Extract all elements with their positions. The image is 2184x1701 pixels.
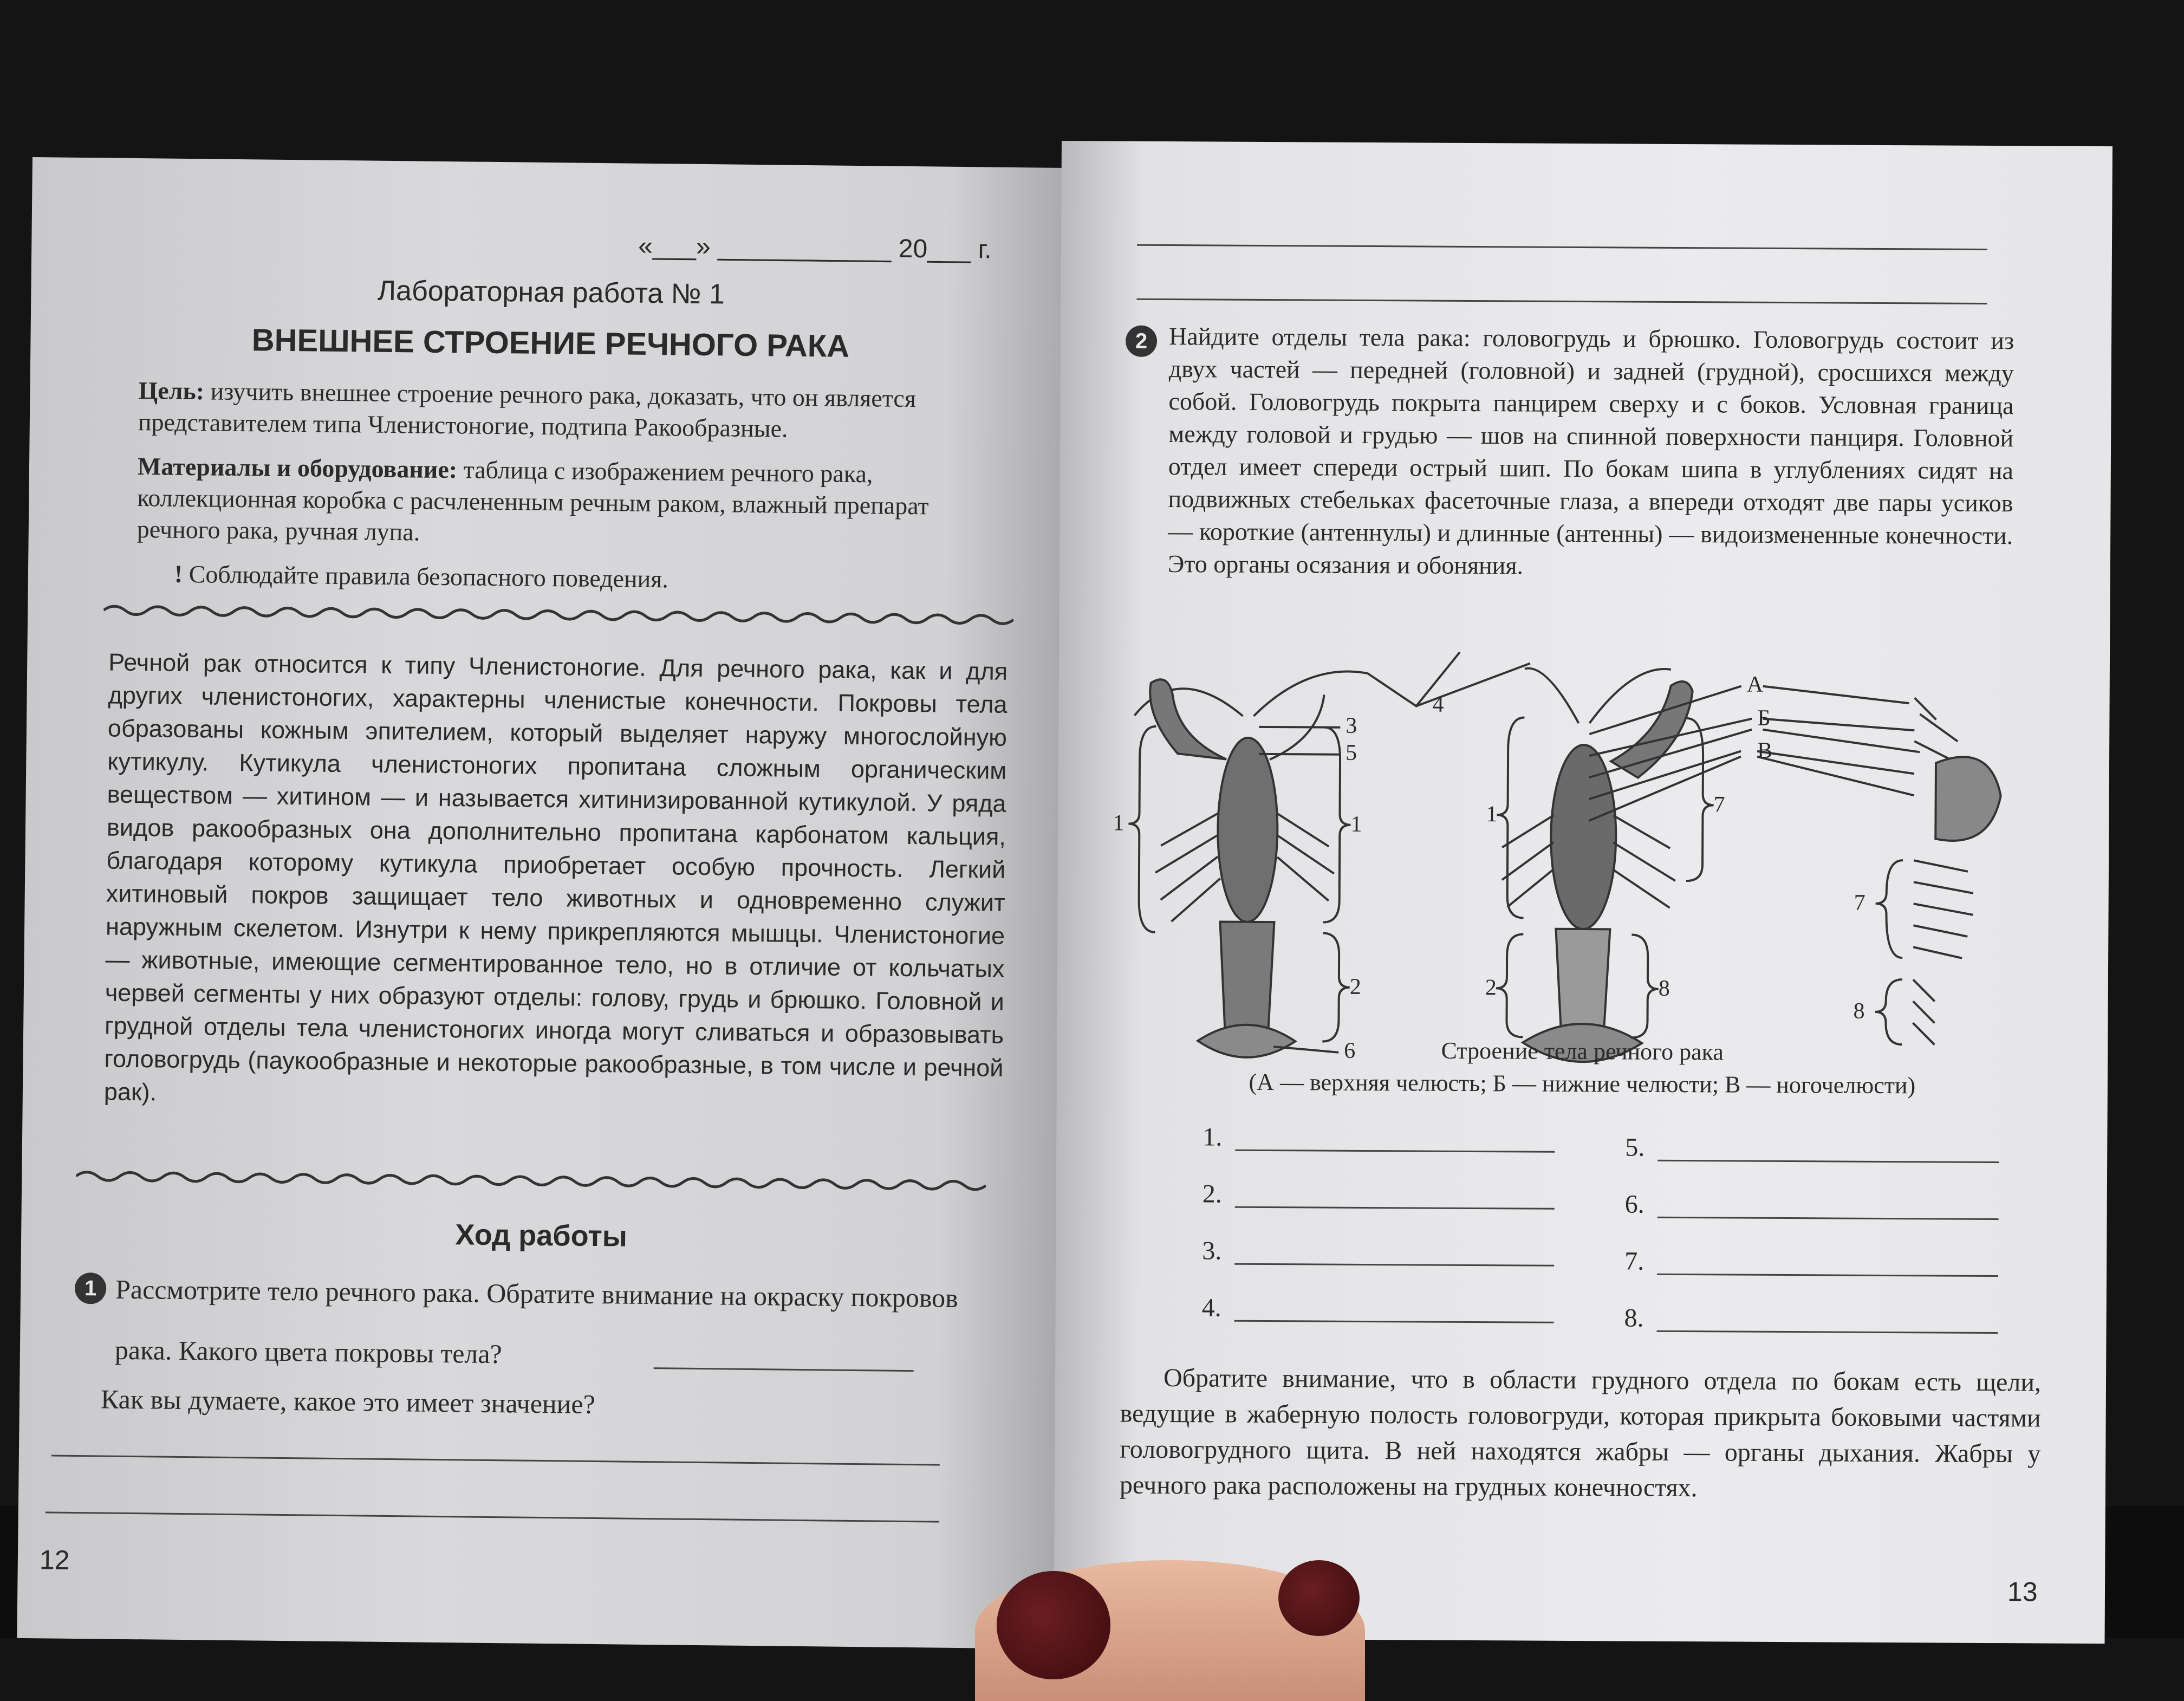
materials-label: Материалы и оборудование:: [137, 452, 458, 484]
answer-line-2[interactable]: [46, 1511, 939, 1522]
wavy-divider-top: [103, 599, 1013, 631]
answer-number-6: 6.: [1624, 1190, 1644, 1219]
wavy-divider-bottom: [76, 1165, 986, 1197]
answer-line-top-1[interactable]: [1137, 244, 1987, 250]
crayfish-dorsal-view: [1133, 670, 1368, 1058]
safety-text: Соблюдайте правила безопасного поведения.: [188, 560, 669, 593]
figure-label-8-limbs: 8: [1853, 998, 1865, 1024]
crayfish-limbs-column: [1913, 698, 2001, 1045]
safety-note: [174, 560, 669, 594]
task2-text: Найдите отделы тела рака: головогрудь и брюшко. Головогрудь состоит из двух частей — передней (головной) и задней (грудной), сросшихся между собой. Головогрудь покрыта панцирем сверху и с боков. Условная граница между головой и грудью — шов на спинной поверхности панциря. Головной отдел имеет спереди острый шип. По бокам шипа в углублениях сидят на подвижных стебельках фасеточные глаза, а впереди отходят две пары усиков — короткие (антеннулы) и длинные (антенны) — видоизмененные конечности. Это органы осязания и обоняния.: [1167, 322, 2014, 580]
materials-paragraph: [137, 451, 1016, 554]
answer-number-5: 5.: [1625, 1133, 1645, 1162]
figure-label-1: 1: [1350, 811, 1362, 837]
goal-text: изучить внешнее строение речного рака, доказать, что он является представителем типа Членистоногие, подтипа Ракообразные.: [138, 377, 916, 443]
answer-number-4: 4.: [1201, 1293, 1221, 1322]
note-paragraph: Обратите внимание, что в области грудного отдела по бокам есть щели, ведущие в жаберную полость головогруди, которая прикрыта боковыми частями головогрудного щита. В ней находятся жабры — органы дыхания. Жабры у речного рака расположены на грудных конечностях.: [1119, 1364, 2042, 1503]
materials-text: таблица с изображением речного рака, коллекционная коробка с расчлененным речным раком, влажный препарат речного рака, ручная лупа.: [136, 456, 929, 546]
page-number-right: 13: [2007, 1576, 2038, 1607]
answer-line-item-8[interactable]: [1657, 1330, 1998, 1334]
figure-label-7-limbs: 7: [1854, 890, 1865, 916]
answer-line-item-4[interactable]: [1234, 1320, 1554, 1323]
figure-label-3: 3: [1346, 713, 1357, 738]
figure-label-1-ventral: 1: [1486, 802, 1498, 827]
answer-number-2: 2.: [1202, 1179, 1222, 1209]
task1-text: Рассмотрите тело речного рака. Обратите внимание на окраску покровов рака. Какого цвета покровы тела?: [114, 1274, 959, 1369]
figure-label-5: 5: [1345, 740, 1357, 765]
figure-label-V: В: [1757, 738, 1773, 763]
goal-label: Цель:: [138, 376, 205, 405]
task1-number: 1: [75, 1272, 107, 1304]
figure-caption-title: Строение тела речного рака: [1441, 1037, 1724, 1066]
figure-label-7: 7: [1713, 792, 1725, 817]
safety-mark: !: [174, 560, 183, 588]
goal-paragraph: [138, 375, 1016, 447]
right-page: [1054, 141, 2112, 1644]
figure-label-B: Б: [1757, 705, 1771, 731]
crayfish-ventral-view: [1501, 668, 1693, 1062]
figure-label-6: 6: [1344, 1038, 1356, 1063]
figure-label-2: 2: [1349, 974, 1361, 999]
answer-line-item-1[interactable]: [1235, 1150, 1555, 1153]
figure-label-2-ventral: 2: [1485, 975, 1497, 1001]
answer-line-item-3[interactable]: [1234, 1263, 1554, 1267]
answer-line-item-2[interactable]: [1235, 1206, 1555, 1210]
answer-number-1: 1.: [1202, 1122, 1223, 1152]
fingernail-2: [1278, 1560, 1360, 1636]
left-page: [17, 157, 1072, 1649]
answer-line-1[interactable]: [51, 1455, 940, 1465]
answer-number-3: 3.: [1202, 1236, 1222, 1265]
figure-label-8: 8: [1658, 976, 1670, 1001]
task2-number: 2: [1126, 326, 1157, 357]
crayfish-figure: [1111, 651, 2056, 1067]
section-title: Ход работы: [455, 1218, 628, 1253]
answer-line-item-5[interactable]: [1658, 1160, 1999, 1163]
answer-number-7: 7.: [1624, 1246, 1644, 1276]
date-line: «___» ____________ 20___ г.: [638, 231, 992, 264]
answer-number-8: 8.: [1624, 1303, 1644, 1333]
lab-number: Лабораторная работа № 1: [377, 275, 725, 310]
figure-label-1a: 1: [1113, 810, 1124, 836]
fingernail: [997, 1571, 1110, 1679]
answer-line-top-2[interactable]: [1136, 298, 1987, 304]
answer-line-item-6[interactable]: [1658, 1217, 1999, 1220]
answer-line-item-7[interactable]: [1657, 1274, 1998, 1277]
figure-caption-sub: (А — верхняя челюсть; Б — нижние челюсти; В — ногочелюсти): [1249, 1068, 1916, 1099]
intro-text: Речной рак относится к типу Членистоногие. Для речного рака, как и для других членистоногих, характерны членистые конечности. Покровы тела образованы кожным эпителием, который выделяет наружу многослойную кутикулу. Кутикула членистоногих пропитана сложным органическим веществом — хитином — и называется хитинизированной кутикулой. У ряда видов ракообразных она дополнительно пропитана карбонатом кальция, благодаря которому кутикула приобретает особую прочность. Легкий хитиновый покров защищает тело животных и одновременно служит наружным скелетом. Изнутри к нему прикрепляются мышцы. Членистоногие — животные, имеющие сегментированное тело, но в отличие от кольчатых червей сегменты у них образуют отделы: голову, грудь и брюшко. Головной и грудной отделы тела членистоногих иногда могут сливаться и образовывать головогрудь (паукообразные и некоторые ракообразные, в том числе и речной рак).: [103, 648, 1008, 1106]
page-number-left: 12: [39, 1544, 70, 1575]
figure-label-4: 4: [1432, 692, 1444, 717]
page-title: ВНЕШНЕЕ СТРОЕНИЕ РЕЧНОГО РАКА: [251, 322, 850, 364]
figure-label-A: А: [1746, 672, 1764, 697]
task1-question: Как вы думаете, какое это имеет значение?: [100, 1384, 596, 1420]
